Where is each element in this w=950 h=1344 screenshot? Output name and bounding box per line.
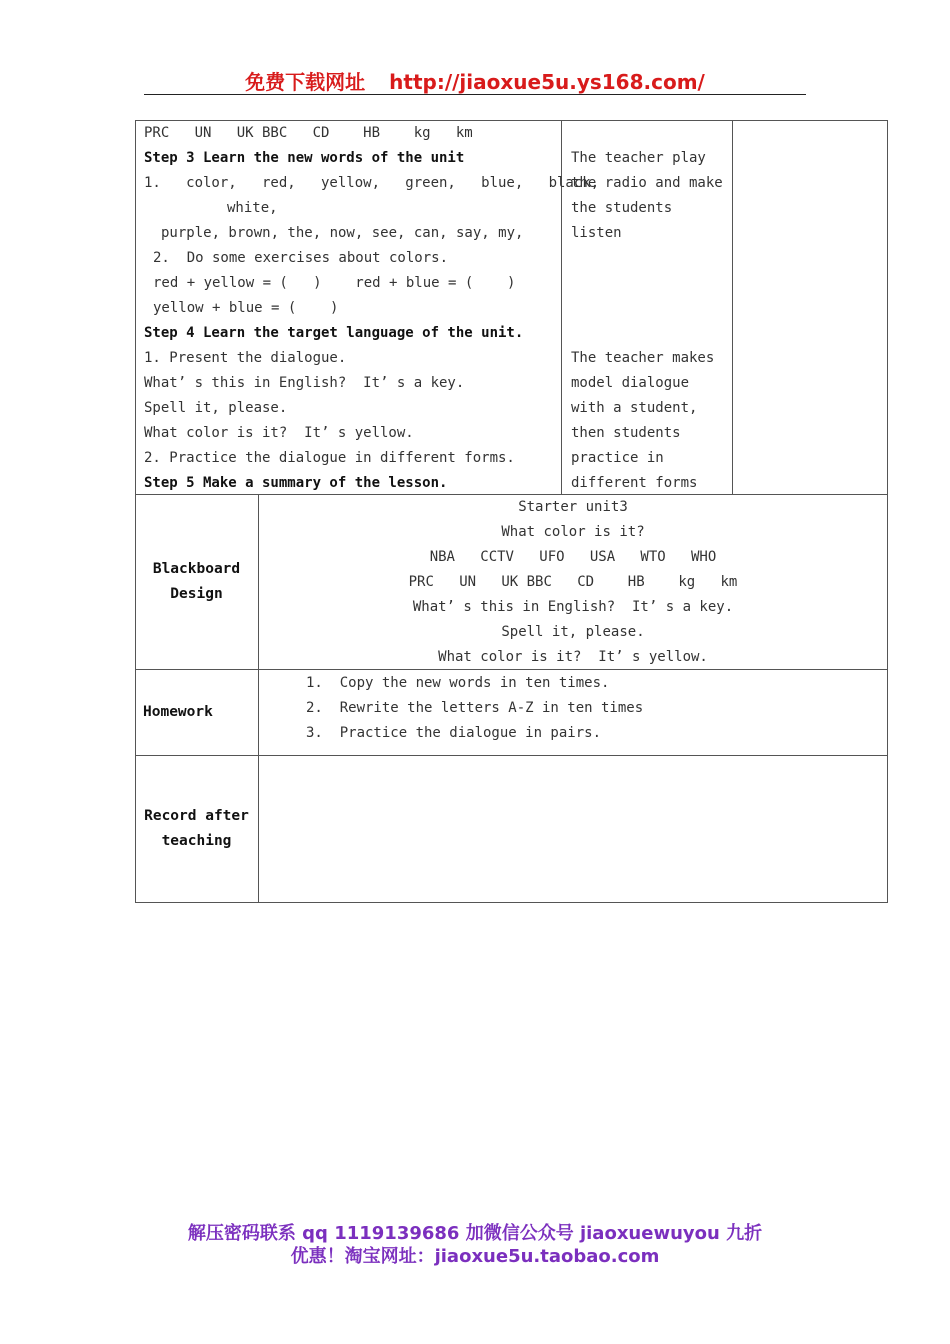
record-content-area[interactable] bbox=[259, 756, 887, 902]
teacher-note-1-line: The teacher play bbox=[571, 150, 706, 166]
teacher-note-2-line: practice in bbox=[571, 450, 664, 466]
step3-title: Step 3 Learn the new words of the unit bbox=[144, 150, 465, 166]
teacher-note-2-line: then students bbox=[571, 425, 681, 441]
blackboard-label-line1: Blackboard bbox=[152, 561, 241, 577]
blackboard-line: Starter unit3 bbox=[518, 499, 628, 515]
header-url[interactable]: http://jiaoxue5u.ys168.com/ bbox=[389, 70, 705, 94]
blackboard-line: NBA CCTV UFO USA WTO WHO bbox=[429, 549, 717, 565]
dialogue-line-2: Spell it, please. bbox=[144, 400, 288, 416]
words-line-1: 1. color, red, yellow, green, blue, black, bbox=[144, 175, 600, 191]
blackboard-line: What color is it? bbox=[501, 524, 645, 540]
exercise-line-2: yellow + blue = ( ) bbox=[153, 300, 339, 316]
steps-column-divider-2 bbox=[732, 120, 733, 495]
record-label-line2: teaching bbox=[161, 833, 232, 849]
homework-item: 1. Copy the new words in ten times. bbox=[306, 675, 610, 691]
teacher-note-1-line: the radio and make bbox=[571, 175, 723, 191]
blackboard-label-line2: Design bbox=[170, 586, 223, 602]
teacher-note-1-line: listen bbox=[571, 225, 622, 241]
homework-label: Homework bbox=[143, 704, 213, 720]
dialogue-line-3: What color is it? It’ s yellow. bbox=[144, 425, 414, 441]
footer-line-2: 优惠！淘宝网址：jiaoxue5u.taobao.com bbox=[290, 1246, 660, 1267]
blackboard-line: Spell it, please. bbox=[501, 624, 645, 640]
dialogue-line-1: What’ s this in English? It’ s a key. bbox=[144, 375, 465, 391]
blackboard-line: PRC UN UK BBC CD HB kg km bbox=[408, 574, 738, 590]
teacher-note-2-line: model dialogue bbox=[571, 375, 690, 391]
teacher-note-2-line: The teacher makes bbox=[571, 350, 715, 366]
teacher-note-2-line: with a student, bbox=[571, 400, 698, 416]
words-line-3: purple, brown, the, now, see, can, say, my, bbox=[161, 225, 524, 241]
record-after-teaching-label bbox=[135, 804, 258, 854]
abbreviations-line: PRC UN UK BBC CD HB kg km bbox=[144, 125, 473, 141]
step5-title: Step 5 Make a summary of the lesson. bbox=[144, 475, 448, 491]
teacher-note-2-line: different forms bbox=[571, 475, 698, 491]
header-label: 免费下载网址 bbox=[245, 70, 366, 94]
blackboard-line: What’ s this in English? It’ s a key. bbox=[412, 599, 734, 615]
present-line: 1. Present the dialogue. bbox=[144, 350, 347, 366]
record-label-line1: Record after bbox=[144, 808, 249, 824]
words-line-2: white, bbox=[227, 200, 278, 216]
homework-item: 2. Rewrite the letters A-Z in ten times bbox=[306, 700, 644, 716]
practice-line: 2. Practice the dialogue in different forms. bbox=[144, 450, 515, 466]
step4-title: Step 4 Learn the target language of the unit. bbox=[144, 325, 524, 341]
blackboard-line: What color is it? It’ s yellow. bbox=[438, 649, 708, 665]
footer-line-1: 解压密码联系 qq 1119139686 加微信公众号 jiaoxuewuyou 九折 bbox=[187, 1223, 763, 1244]
teacher-note-1-line: the students bbox=[571, 200, 673, 216]
page-header bbox=[144, 66, 806, 95]
exercise-title: 2. Do some exercises about colors. bbox=[153, 250, 449, 266]
header-divider bbox=[144, 94, 806, 95]
blackboard-design-label bbox=[135, 557, 258, 607]
exercise-line-1: red + yellow = ( ) red + blue = ( ) bbox=[153, 275, 516, 291]
homework-item: 3. Practice the dialogue in pairs. bbox=[306, 725, 602, 741]
